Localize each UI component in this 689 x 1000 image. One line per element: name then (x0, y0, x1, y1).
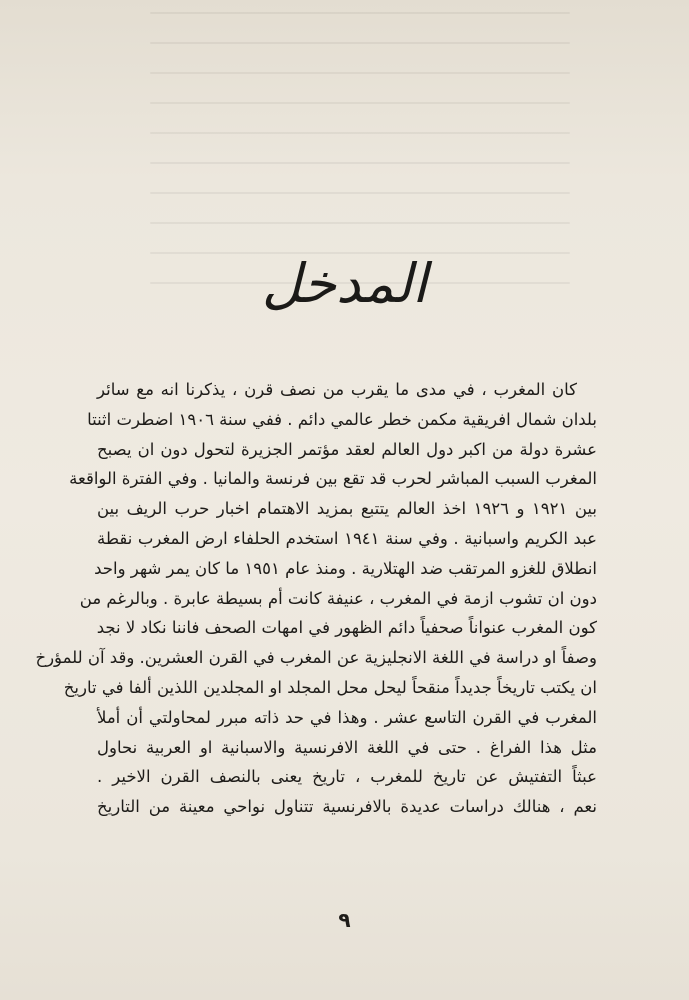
text-line: كان المغرب ، في مدى ما يقرب من نصف قرن ، يذكرنا انه مع سائر (97, 380, 577, 399)
text-line: عبد الكريم واسبانية . وفي سنة ١٩٤١ استخدم الحلفاء ارض المغرب نقطة (97, 528, 597, 548)
text-line: المغرب في القرن التاسع عشر . وهذا في حد ذاته مبرر لمحاولتي أن أملأ (97, 707, 597, 727)
text-line: بين ١٩٢١ و ١٩٢٦ اخذ العالم يتتبع بمزيد الاهتمام اخبار حرب الريف بين (97, 499, 597, 519)
page-number: ٩ (338, 908, 351, 932)
text-line: ان يكتب تاريخاً جديداً منقحاً ليحل محل المجلد او المجلدين اللذين ألفا في تاريخ (63, 677, 597, 697)
text-line: عشرة دولة من اكبر دول العالم لعقد مؤتمر الجزيرة لتحول دون ان يصبح (97, 439, 597, 459)
text-line: دون ان تشوب ازمة في المغرب ، عنيفة كانت أم بسيطة عابرة . وبالرغم من (79, 588, 597, 608)
text-line: وصفاً او دراسة في اللغة الانجليزية عن المغرب في القرن العشرين. وقد آن للمؤرخ (35, 648, 597, 668)
chapter-title: المدخل (261, 252, 428, 315)
text-line: مثل هذا الفراغ . حتى في اللغة الافرنسية والاسبانية او العربية نحاول (97, 737, 597, 757)
text-line: انطلاق للغزو المرتقب ضد الهتلارية . ومنذ عام ١٩٥١ ما كان يمر شهر واحد (94, 558, 597, 578)
text-line: بلدان شمال افريقية مكمن خطر عالمي دائم . ففي سنة ١٩٠٦ اضطرت اثنتا (87, 409, 597, 429)
text-line: نعم ، هنالك دراسات عديدة بالافرنسية تتناول نواحي معينة من التاريخ (97, 797, 597, 817)
text-line: عبثاً التفتيش عن تاريخ للمغرب ، تاريخ يعنى بالنصف القرن الاخير . (97, 767, 597, 787)
text-line: كون المغرب عنواناً صحفياً دائم الظهور في امهات الصحف فاننا نكاد لا نجد (96, 618, 597, 638)
body-paragraph (35, 375, 597, 822)
text-line: المغرب السبب المباشر لحرب قد تقع بين فرنسة والمانيا . وفي الفترة الواقعة (69, 469, 597, 489)
